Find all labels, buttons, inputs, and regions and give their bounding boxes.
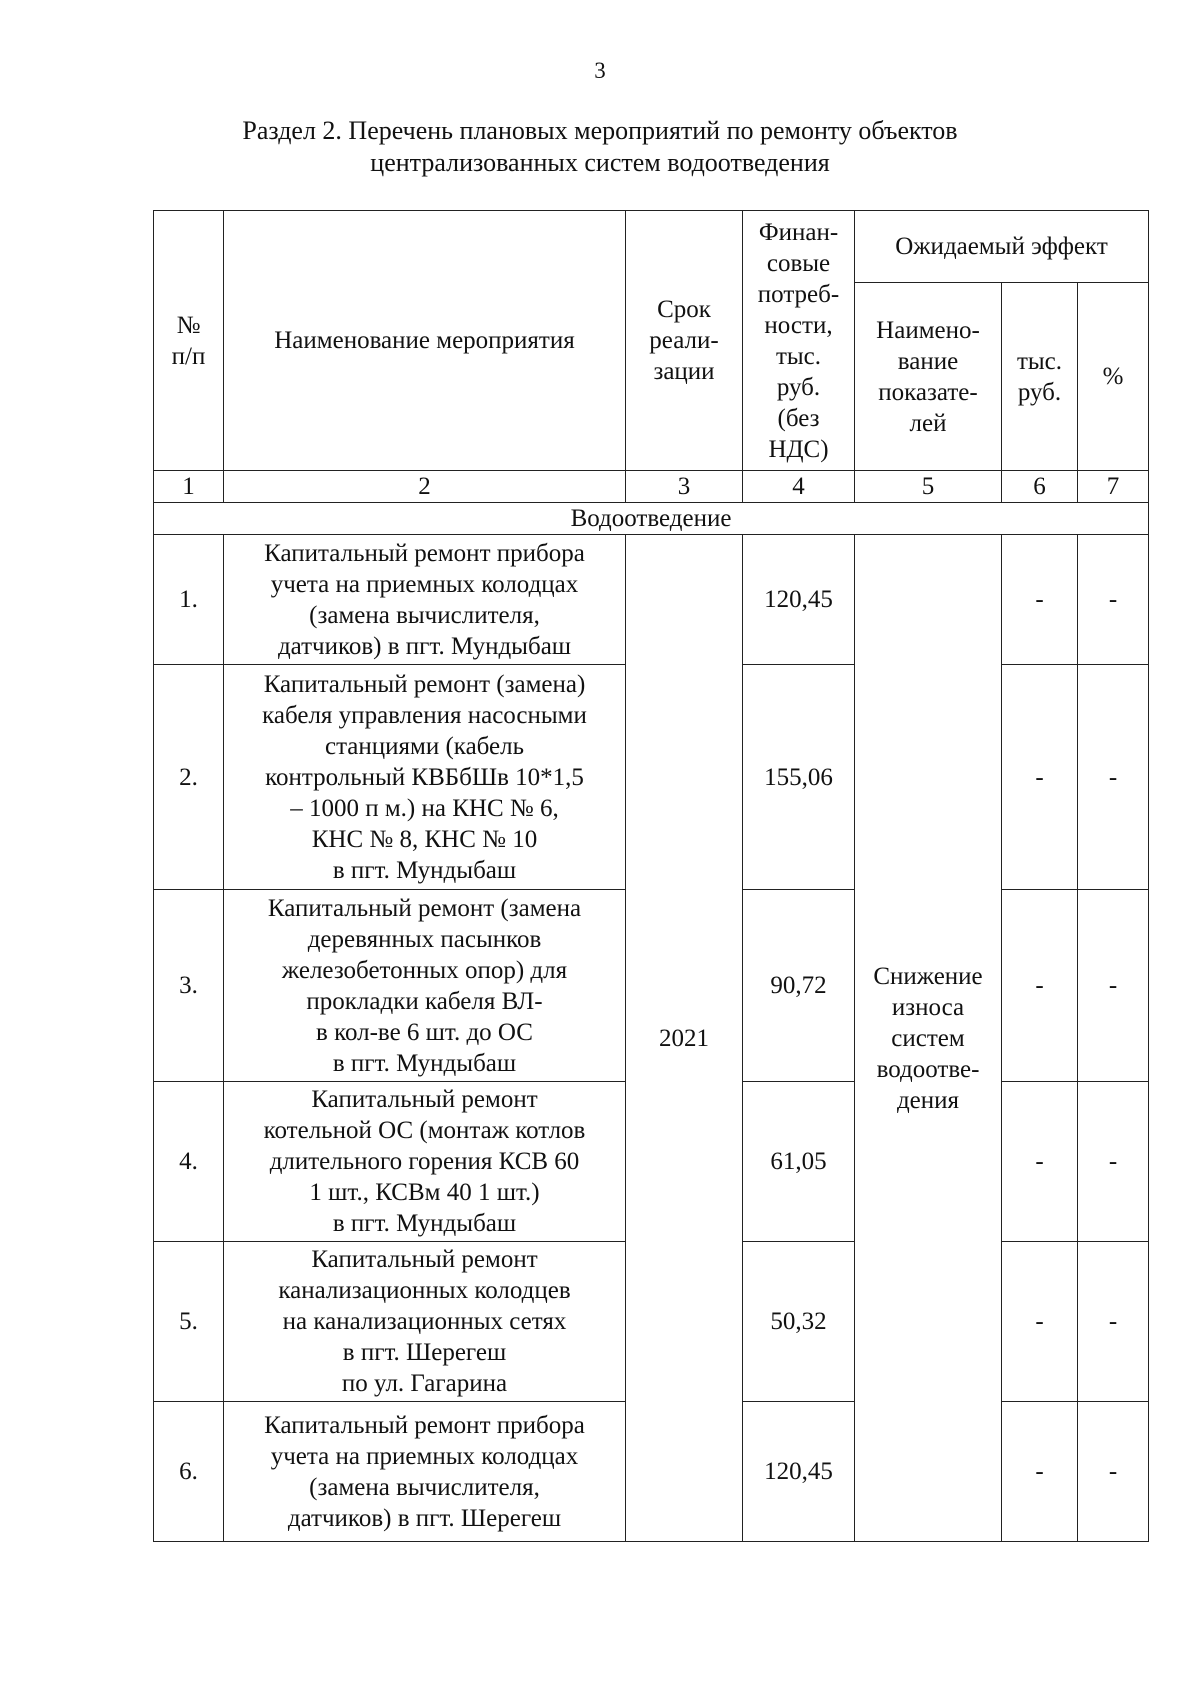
row-number: 3. — [154, 890, 224, 1082]
row-effect-pct: - — [1078, 1082, 1149, 1242]
row-effect-rub: - — [1002, 665, 1078, 890]
column-number: 2 — [224, 471, 626, 503]
row-effect-rub: - — [1002, 1402, 1078, 1542]
row-effect-rub: - — [1002, 890, 1078, 1082]
row-effect-rub: - — [1002, 1082, 1078, 1242]
row-number: 4. — [154, 1082, 224, 1242]
row-effect-pct: - — [1078, 535, 1149, 665]
column-numbers-row — [154, 471, 1149, 503]
row-number: 5. — [154, 1242, 224, 1402]
column-number: 5 — [855, 471, 1002, 503]
table-row — [154, 535, 1149, 665]
row-cost: 120,45 — [743, 535, 855, 665]
header-num: № п/п — [154, 211, 224, 471]
header-indicator: Наимено- вание показате- лей — [855, 283, 1002, 471]
row-cost: 120,45 — [743, 1402, 855, 1542]
page-number: 3 — [594, 58, 606, 83]
column-number: 6 — [1002, 471, 1078, 503]
row-effect-pct: - — [1078, 665, 1149, 890]
row-effect-pct: - — [1078, 890, 1149, 1082]
title-line-1: Раздел 2. Перечень плановых мероприятий по ремонту объектов — [242, 116, 958, 145]
measures-table — [153, 210, 1149, 1542]
row-measure-name: Капитальный ремонт прибора учета на приемных колодцах (замена вычислителя, датчиков) в пгт. Шерегеш — [224, 1402, 626, 1542]
row-effect-rub: - — [1002, 1242, 1078, 1402]
row-effect-pct: - — [1078, 1242, 1149, 1402]
column-number: 7 — [1078, 471, 1149, 503]
section-row — [154, 503, 1149, 535]
column-number: 4 — [743, 471, 855, 503]
header-finance: Финан- совые потреб- ности, тыс. руб. (без НДС) — [743, 211, 855, 471]
row-cost: 155,06 — [743, 665, 855, 890]
column-number: 1 — [154, 471, 224, 503]
header-effect: Ожидаемый эффект — [855, 211, 1149, 283]
row-effect-rub: - — [1002, 535, 1078, 665]
effect-indicator: Снижение износа систем водоотве- дения — [855, 535, 1002, 1542]
row-measure-name: Капитальный ремонт (замена) кабеля управления насосными станциями (кабель контрольный КВБбШв 10*1,5 – 1000 п м.) на КНС № 6, КНС № 8, КНС № 10 в пгт. Мундыбаш — [224, 665, 626, 890]
header-name: Наименование мероприятия — [224, 211, 626, 471]
document-title — [0, 115, 1200, 179]
title-line-2: централизованных систем водоотведения — [370, 148, 830, 177]
header-percent: % — [1078, 283, 1149, 471]
row-measure-name: Капитальный ремонт прибора учета на приемных колодцах (замена вычислителя, датчиков) в пгт. Мундыбаш — [224, 535, 626, 665]
section-title: Водоотведение — [154, 503, 1149, 535]
implementation-year: 2021 — [626, 535, 743, 1542]
row-measure-name: Капитальный ремонт канализационных колодцев на канализационных сетях в пгт. Шерегеш по ул. Гагарина — [224, 1242, 626, 1402]
row-number: 1. — [154, 535, 224, 665]
row-cost: 90,72 — [743, 890, 855, 1082]
row-cost: 61,05 — [743, 1082, 855, 1242]
row-number: 2. — [154, 665, 224, 890]
row-measure-name: Капитальный ремонт котельной ОС (монтаж котлов длительного горения КСВ 60 1 шт., КСВм 40 1 шт.) в пгт. Мундыбаш — [224, 1082, 626, 1242]
row-cost: 50,32 — [743, 1242, 855, 1402]
header-thousand-rub: тыс. руб. — [1002, 283, 1078, 471]
row-effect-pct: - — [1078, 1402, 1149, 1542]
header-row-1 — [154, 211, 1149, 283]
row-number: 6. — [154, 1402, 224, 1542]
row-measure-name: Капитальный ремонт (замена деревянных пасынков железобетонных опор) для прокладки кабеля ВЛ- в кол-ве 6 шт. до ОС в пгт. Мундыбаш — [224, 890, 626, 1082]
column-number: 3 — [626, 471, 743, 503]
header-term: Срок реали- зации — [626, 211, 743, 471]
